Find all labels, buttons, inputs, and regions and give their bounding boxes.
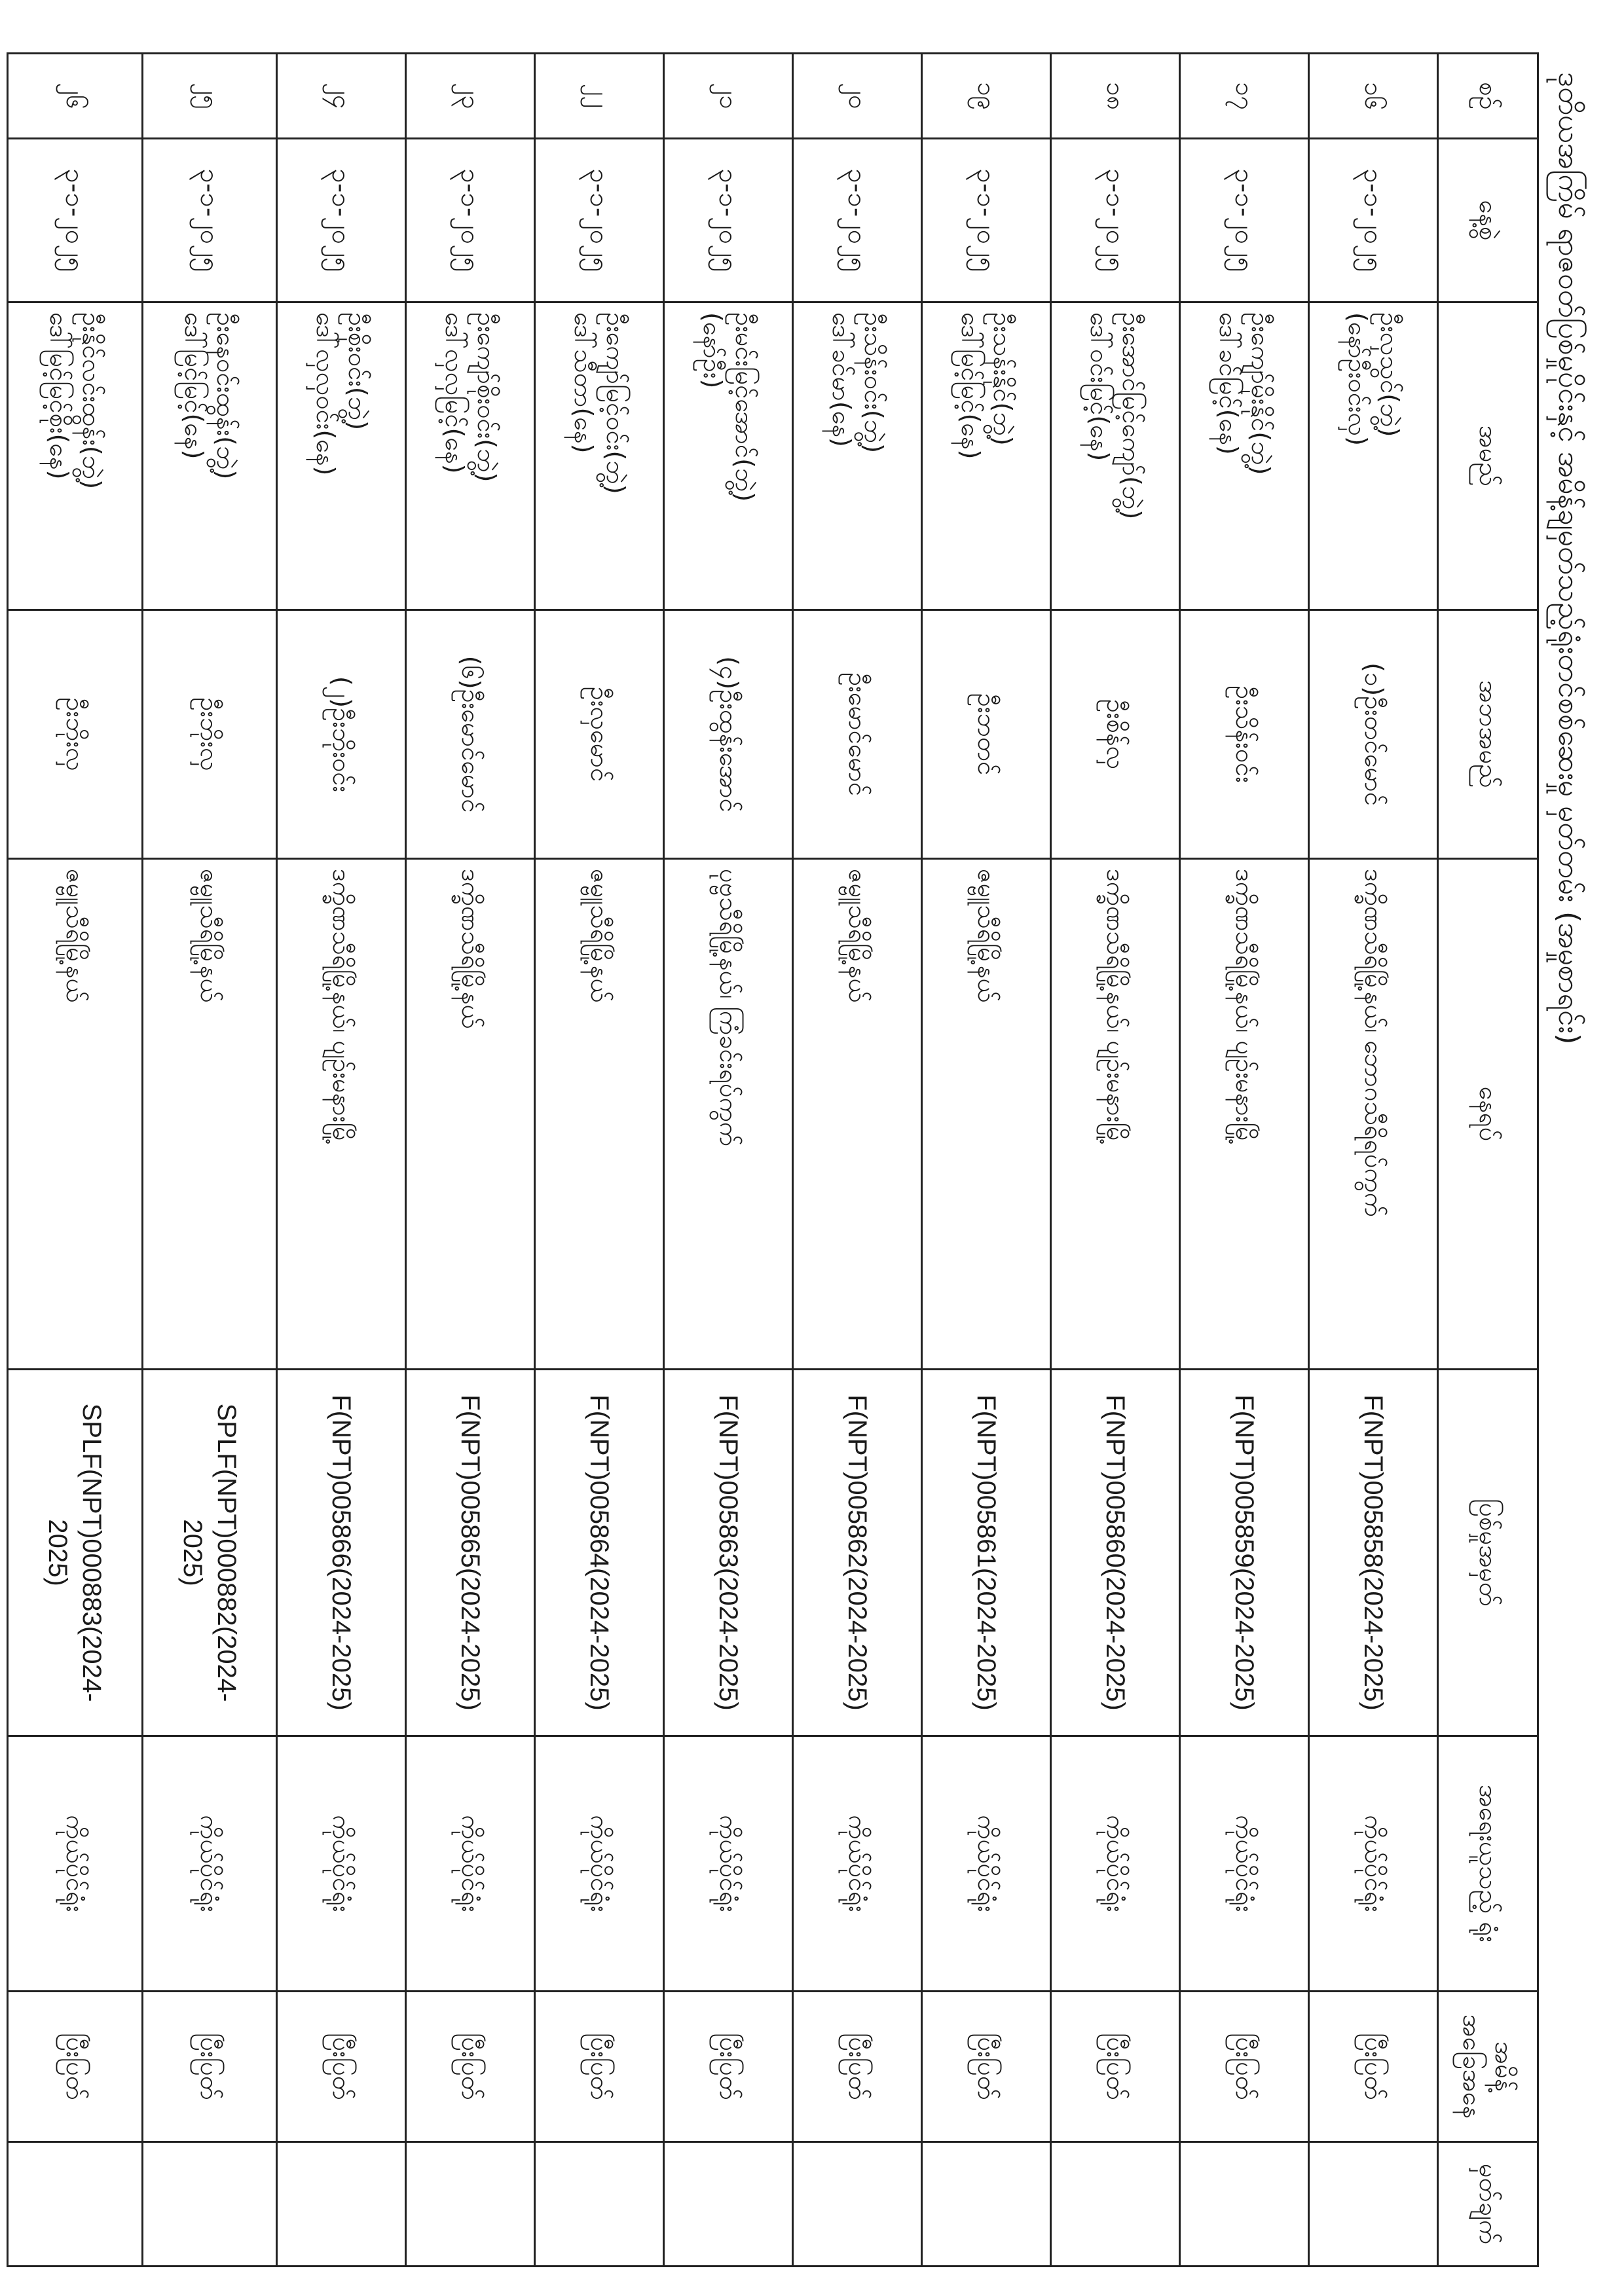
row-status: ပြီးပြတ် (142, 1992, 276, 2142)
row-court: ကိုယ်ပိုင်ရုံး (277, 1736, 406, 1992)
table-row (922, 54, 1051, 2267)
header-court: အရေးယူသည့် ရုံး (1438, 1736, 1538, 1992)
table-row (1309, 54, 1438, 2267)
row-remark (535, 2142, 664, 2267)
row-status: ပြီးပြတ် (793, 1992, 922, 2142)
row-court: ကိုယ်ပိုင်ရုံး (1051, 1736, 1180, 1992)
row-father: ဦးမောင်မောင် (793, 610, 922, 859)
row-remark (1309, 2142, 1438, 2267)
row-name: ဦးအောင်မြင့်ကျော်(ဘွဲ့) ဒေါ်ဝင်းမြင့်(နေ) (1051, 302, 1180, 610)
row-name: ဦးနိုင်လင်းထွန်း(ဘွဲ့) ဒေါ်မြင့်မြင့်စိုး(နေ) (8, 302, 143, 610)
row-address: ဇမ္ဗူသီရိမြို့နယ် (142, 859, 276, 1370)
row-name: ဦးသိန်းဝင်း(ဘွဲ့) ဒေါ်ခင်မာ(နေ) (793, 302, 922, 610)
row-date: ၃-၁-၂၀၂၅ (1051, 139, 1180, 302)
row-no: ၁၈ (1051, 54, 1180, 139)
header-name: အမည် (1438, 302, 1538, 610)
row-no: ၂၁ (664, 54, 793, 139)
row-no: ၁၇ (1180, 54, 1309, 139)
row-court: ကိုယ်ပိုင်ရုံး (535, 1736, 664, 1992)
row-date: ၃-၁-၂၀၂၅ (406, 139, 535, 302)
row-status: ပြီးပြတ် (8, 1992, 143, 2142)
row-case-number: F(NPT)005866(2024-2025) (277, 1370, 406, 1736)
row-remark (142, 2142, 276, 2267)
row-case-number: F(NPT)005858(2024-2025) (1309, 1370, 1438, 1736)
header-date: နေ့စွဲ (1438, 139, 1538, 302)
table-row (406, 54, 535, 2267)
table-row (535, 54, 664, 2267)
row-case-number: SPLF(NPT)000883(2024-2025) (8, 1370, 143, 1736)
row-case-number: F(NPT)005859(2024-2025) (1180, 1370, 1309, 1736)
row-date: ၃-၁-၂၀၂၅ (1180, 139, 1309, 302)
header-address: နေရပ် (1438, 859, 1538, 1370)
row-remark (664, 2142, 793, 2267)
row-date: ၃-၁-၂၀၂၅ (277, 139, 406, 302)
row-no: ၂၄ (277, 54, 406, 139)
row-name: ဦးကျော်မိုးနိုင်(ဘွဲ့) ဒေါ်ခင်မြင့်(နေ) (1180, 302, 1309, 610)
table-row (8, 54, 143, 2267)
header-no: စဉ် (1438, 54, 1538, 139)
row-date: ၃-၁-၂၀၂၅ (535, 139, 664, 302)
row-address: ဇမ္ဗူသီရိမြို့နယ် (8, 859, 143, 1370)
header-father: အဘအမည် (1438, 610, 1538, 859)
row-address: ဇမ္ဗူသီရိမြို့နယ် (535, 859, 664, 1370)
row-no: ၂၀ (793, 54, 922, 139)
row-case-number: F(NPT)005863(2024-2025) (664, 1370, 793, 1736)
row-date: ၃-၁-၂၀၂၅ (142, 139, 276, 302)
row-father: (၆)ဦးမောင်မောင် (406, 610, 535, 859)
row-father: ဦးလှမောင် (535, 610, 664, 859)
row-case-number: F(NPT)005862(2024-2025) (793, 1370, 922, 1736)
row-remark (922, 2142, 1051, 2267)
table-row (1180, 54, 1309, 2267)
row-remark (8, 2142, 143, 2267)
row-address: ဒက္ခိဏသီရိမြို့နယ်၊ ပျဉ်းမနားမြို့ (1051, 859, 1180, 1370)
row-name: ဦးကျော်စိုးဝင်း(ဘွဲ့) ဒေါ်လှလှမြင့်(နေ) (406, 302, 535, 610)
row-father: ဦးဘိုးလှ (142, 610, 276, 859)
row-court: ကိုယ်ပိုင်ရုံး (793, 1736, 922, 1992)
row-remark (793, 2142, 922, 2267)
row-case-number: F(NPT)005861(2024-2025) (922, 1370, 1051, 1736)
row-no: ၁၆ (1309, 54, 1438, 139)
row-father: (၄)ဦးထွန်းအောင် (664, 610, 793, 859)
row-father: ဦးဘတင် (922, 610, 1051, 859)
row-status: ပြီးပြတ် (1309, 1992, 1438, 2142)
table-row (793, 54, 922, 2267)
header-remark: မှတ်ချက် (1438, 2142, 1538, 2267)
row-address: ဇမ္ဗူသီရိမြို့နယ် (793, 859, 922, 1370)
row-status: ပြီးပြတ် (664, 1992, 793, 2142)
table-row (142, 54, 276, 2267)
row-status: ပြီးပြတ် (1051, 1992, 1180, 2142)
row-date: ၃-၁-၂၀၂၅ (8, 139, 143, 302)
row-no: ၁၉ (922, 54, 1051, 139)
row-father: ဦးသိန်းဝင်း (1180, 610, 1309, 859)
row-status: ပြီးပြတ် (535, 1992, 664, 2142)
row-remark (406, 2142, 535, 2267)
header-status: အမိန့် အခြေအနေ (1438, 1992, 1538, 2142)
row-address: ပုဗ္ဗသီရိမြို့နယ်၊ ကြံခင်းရပ်ကွက် (664, 859, 793, 1370)
row-father: ဦးစိန်လှ (1051, 610, 1180, 859)
row-father: (၂)ဦးဘိုးဝင်း (277, 610, 406, 859)
row-court: ကိုယ်ပိုင်ရုံး (8, 1736, 143, 1992)
row-court: ကိုယ်ပိုင်ရုံး (1180, 1736, 1309, 1992)
row-no: ၂၃ (406, 54, 535, 139)
row-address: ဒက္ခိဏသီရိမြို့နယ်၊ ပျဉ်းမနားမြို့ (277, 859, 406, 1370)
row-remark (277, 2142, 406, 2267)
row-court: ကိုယ်ပိုင်ရုံး (142, 1736, 276, 1992)
table-row (277, 54, 406, 2267)
row-case-number: SPLF(NPT)000882(2024-2025) (142, 1370, 276, 1736)
table-row (664, 54, 793, 2267)
row-address: ဒက္ခိဏသီရိမြို့နယ်၊ ဘောဂသီရိရပ်ကွက် (1309, 859, 1438, 1370)
case-table (7, 52, 1539, 2267)
row-name: ဦးလှသွင်(ဘွဲ့) (နော်ဦးဝင်းလှ) (1309, 302, 1438, 610)
row-address: ဇမ္ဗူသီရိမြို့နယ် (922, 859, 1051, 1370)
row-address: ဒက္ခိဏသီရိမြို့နယ် (406, 859, 535, 1370)
row-status: ပြီးပြတ် (406, 1992, 535, 2142)
table-header-row (1438, 54, 1538, 2267)
row-case-number: F(NPT)005865(2024-2025) (406, 1370, 535, 1736)
row-court: ကိုယ်ပိုင်ရုံး (922, 1736, 1051, 1992)
row-court: ကိုယ်ပိုင်ရုံး (1309, 1736, 1438, 1992)
row-name: ဦးကျော်မြင့်ဝင်း(ဘွဲ့) ဒေါ်သီတာ(နေ) (535, 302, 664, 610)
row-father: (၁)ဦးတင်မောင် (1309, 610, 1438, 859)
row-court: ကိုယ်ပိုင်ရုံး (406, 1736, 535, 1992)
row-case-number: F(NPT)005864(2024-2025) (535, 1370, 664, 1736)
row-date: ၃-၁-၂၀၂၅ (664, 139, 793, 302)
row-name: ဦးသန်းနိုင်(ဘွဲ့) ဒေါ်မြင့်မြင့်(နေ) (922, 302, 1051, 610)
row-status: ပြီးပြတ် (1180, 1992, 1309, 2142)
row-date: ၃-၁-၂၀၂၅ (793, 139, 922, 302)
row-name: ဦးစိုးဝင်း(ဘွဲ့) ဒေါ်လှလှဝင်း(နေ) (277, 302, 406, 610)
table-row (1051, 54, 1180, 2267)
row-status: ပြီးပြတ် (277, 1992, 406, 2142)
row-father: ဦးဘိုးလှ (8, 610, 143, 859)
row-remark (1051, 2142, 1180, 2267)
row-no: ၂၅ (142, 54, 276, 139)
header-case: ပြစ်မှုအမှတ် (1438, 1370, 1538, 1736)
row-name: ဦးနေဝင်းထွန်း(ဘွဲ့) ဒေါ်မြင့်မြင့်(နေ) (142, 302, 276, 610)
row-status: ပြီးပြတ် (922, 1992, 1051, 2142)
row-date: ၃-၁-၂၀၂၅ (922, 139, 1051, 302)
row-case-number: F(NPT)005860(2024-2025) (1051, 1370, 1180, 1736)
document-title: ဒုတိယအကြိမ် ရာဇဝတ်ပြစ်မှုပိုင်းနှင့် အမိန့်ချမှတ်သည့်ရုံးတင်စစ်ဆေးမှု မှတ်တမ်း (အမှုစာရင်း) (1552, 72, 1585, 1045)
row-court: ကိုယ်ပိုင်ရုံး (664, 1736, 793, 1992)
row-no: ၂၆ (8, 54, 143, 139)
row-remark (1180, 2142, 1309, 2267)
row-no: ၂၂ (535, 54, 664, 139)
row-date: ၃-၁-၂၀၂၅ (1309, 139, 1438, 302)
row-address: ဒက္ခိဏသီရိမြို့နယ်၊ ပျဉ်းမနားမြို့ (1180, 859, 1309, 1370)
row-name: ဦးမင်းမြင့်အောင်(ဘွဲ့) (နော်ဦး) (664, 302, 793, 610)
